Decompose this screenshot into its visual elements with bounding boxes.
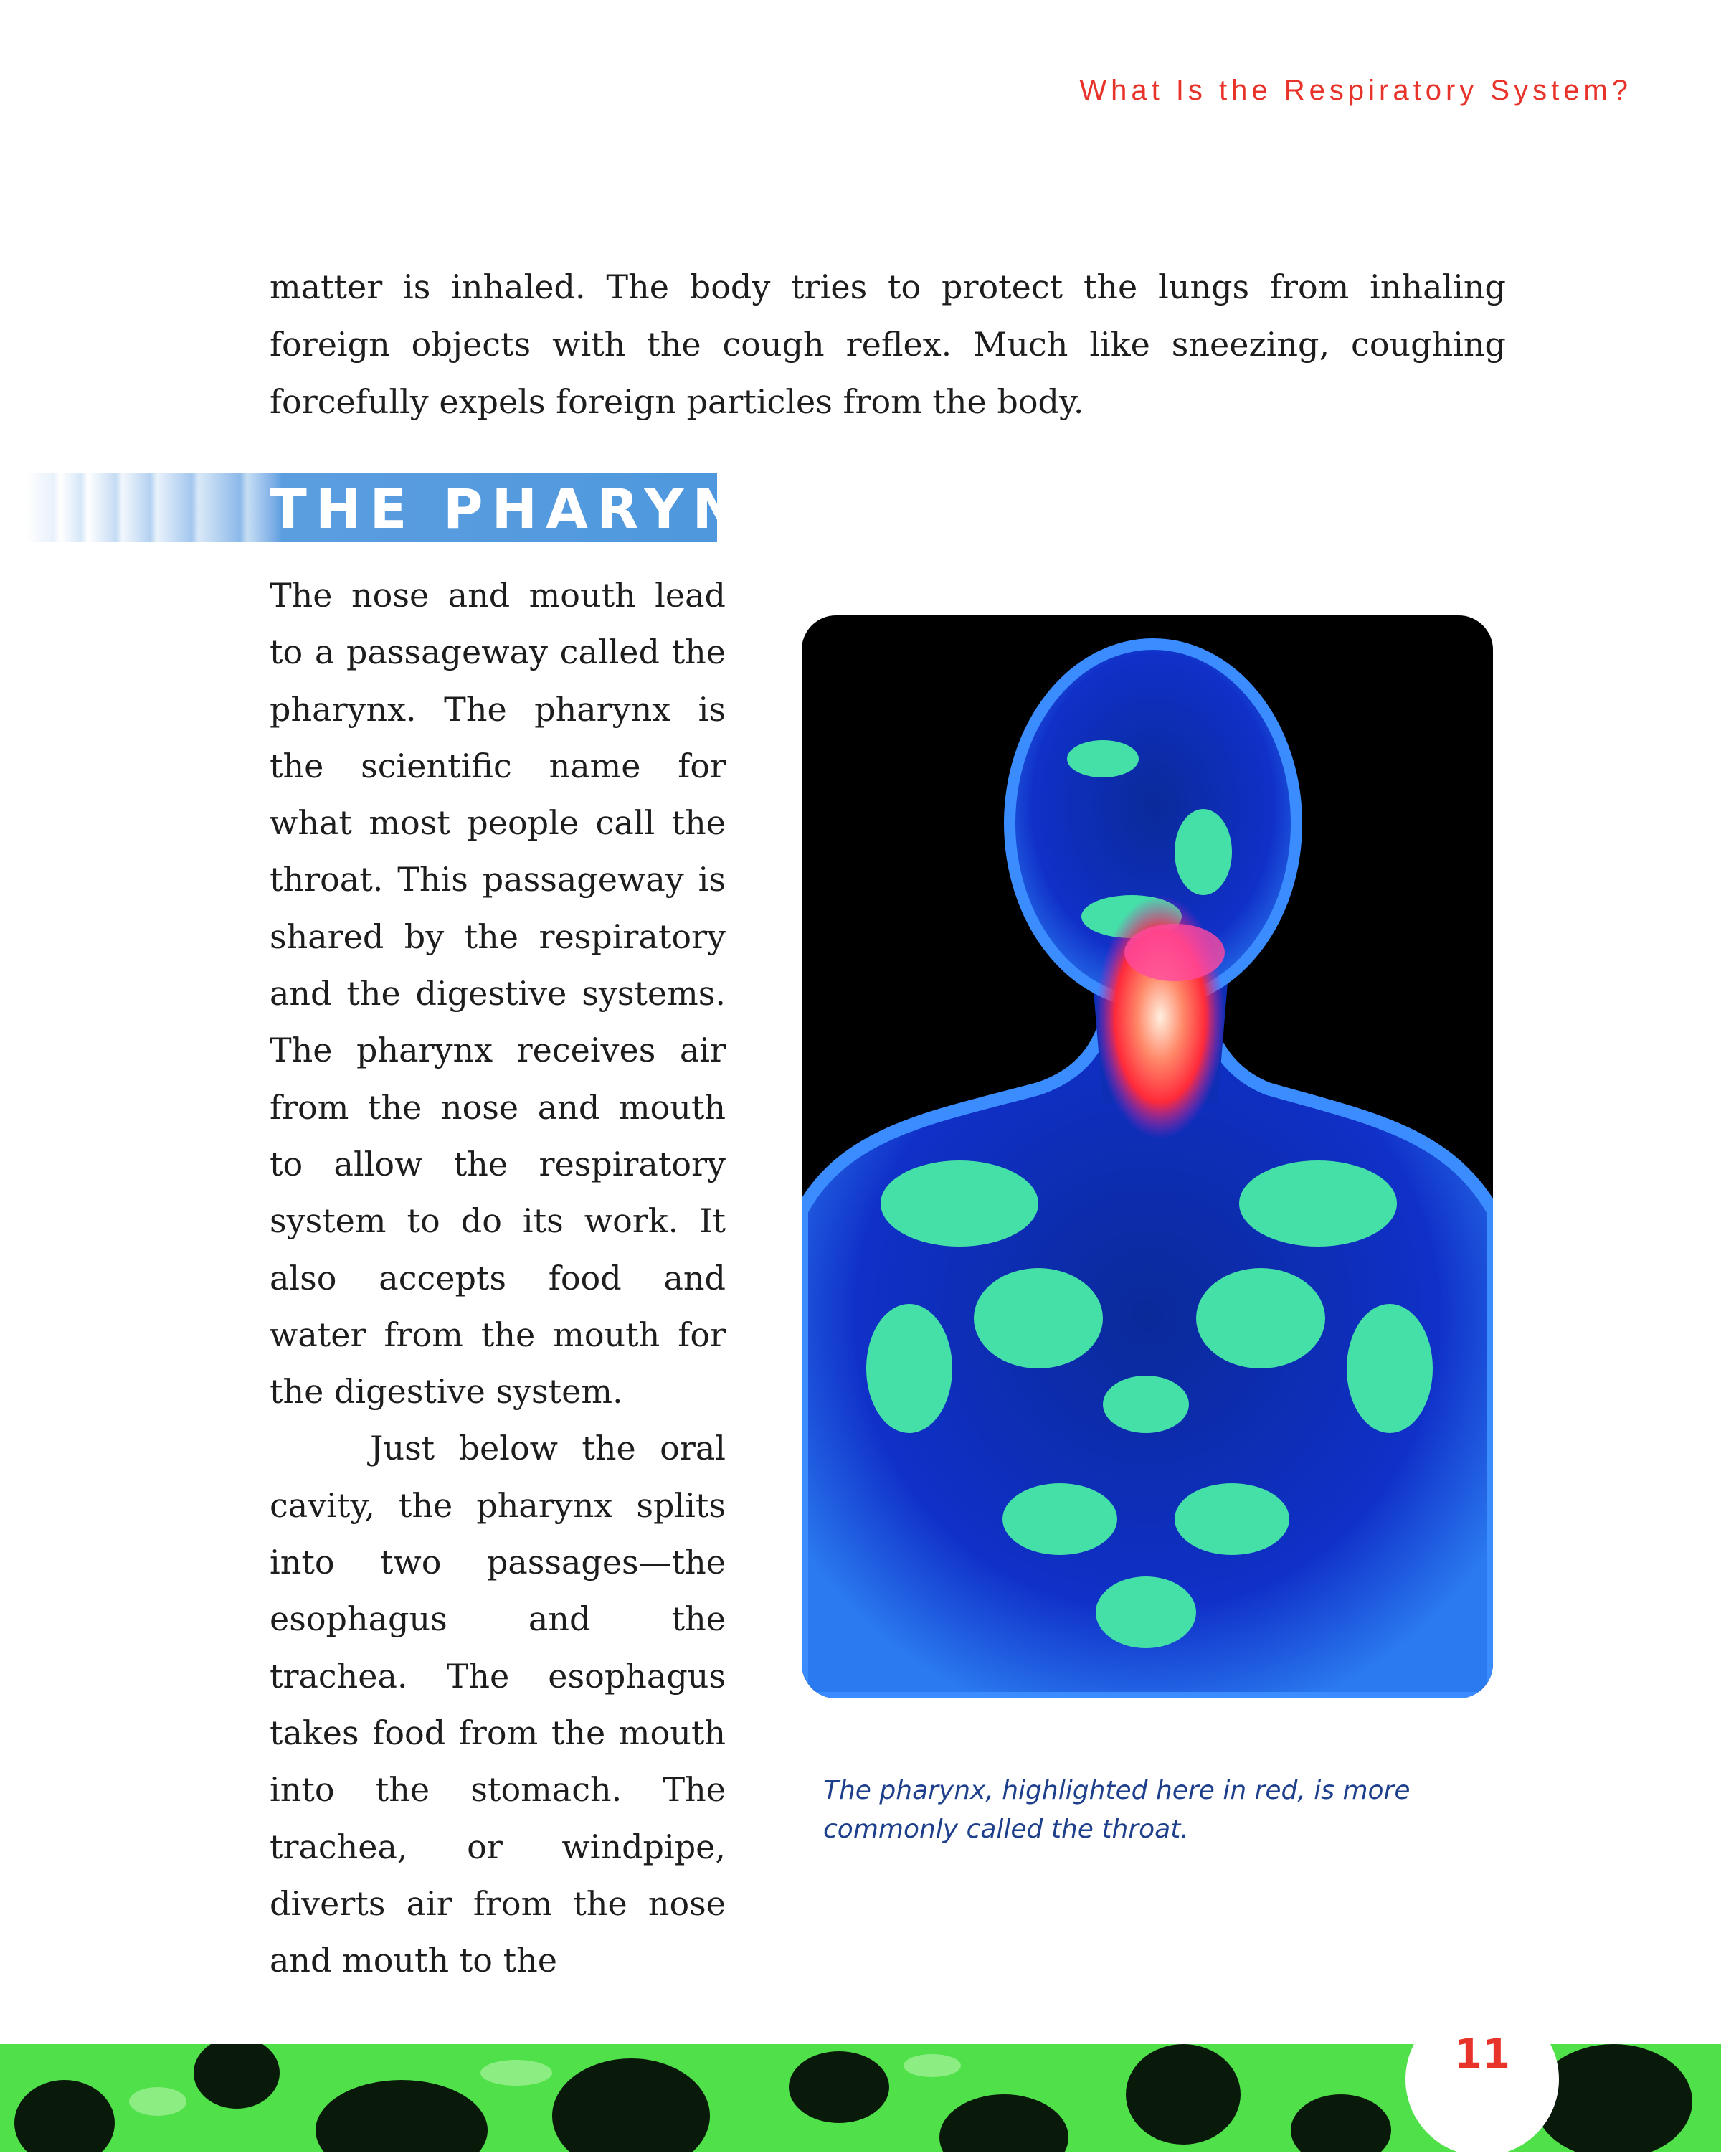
body-paragraph: Just below the oral cavity, the pharynx splits into two passages—the esophagus and the trachea. The esophagus takes food from the mouth into the stomach. The trachea, or windpipe, diverts air from the nose and mouth to the [270,1429,726,1980]
section-title: THE PHARYNX [270,477,797,541]
page-number-badge [1405,2003,1559,2156]
page-number: 11 [1454,2031,1510,2078]
body-column [270,567,726,1989]
running-head: What Is the Respiratory System? [1079,75,1632,106]
intro-paragraph: matter is inhaled. The body tries to protect the lungs from inhaling foreign objects with the cough reflex. Much like sneezing, coughing forcefully expels foreign particles from the body. [270,268,1506,421]
figure-caption: The pharynx, highlighted here in red, is more commonly called the throat. [823,1776,1411,1844]
pharynx-illustration [802,615,1493,1698]
body-paragraph: The nose and mouth lead to a passageway called the pharynx. The pharynx is the scientific name for what most people call the throat. This passageway is shared by the respiratory and the digestive systems. The pharynx receives air from the nose and mouth to allow the respiratory system to do its work. It also accepts food and water from the mouth for the digestive system. [270,576,726,1412]
